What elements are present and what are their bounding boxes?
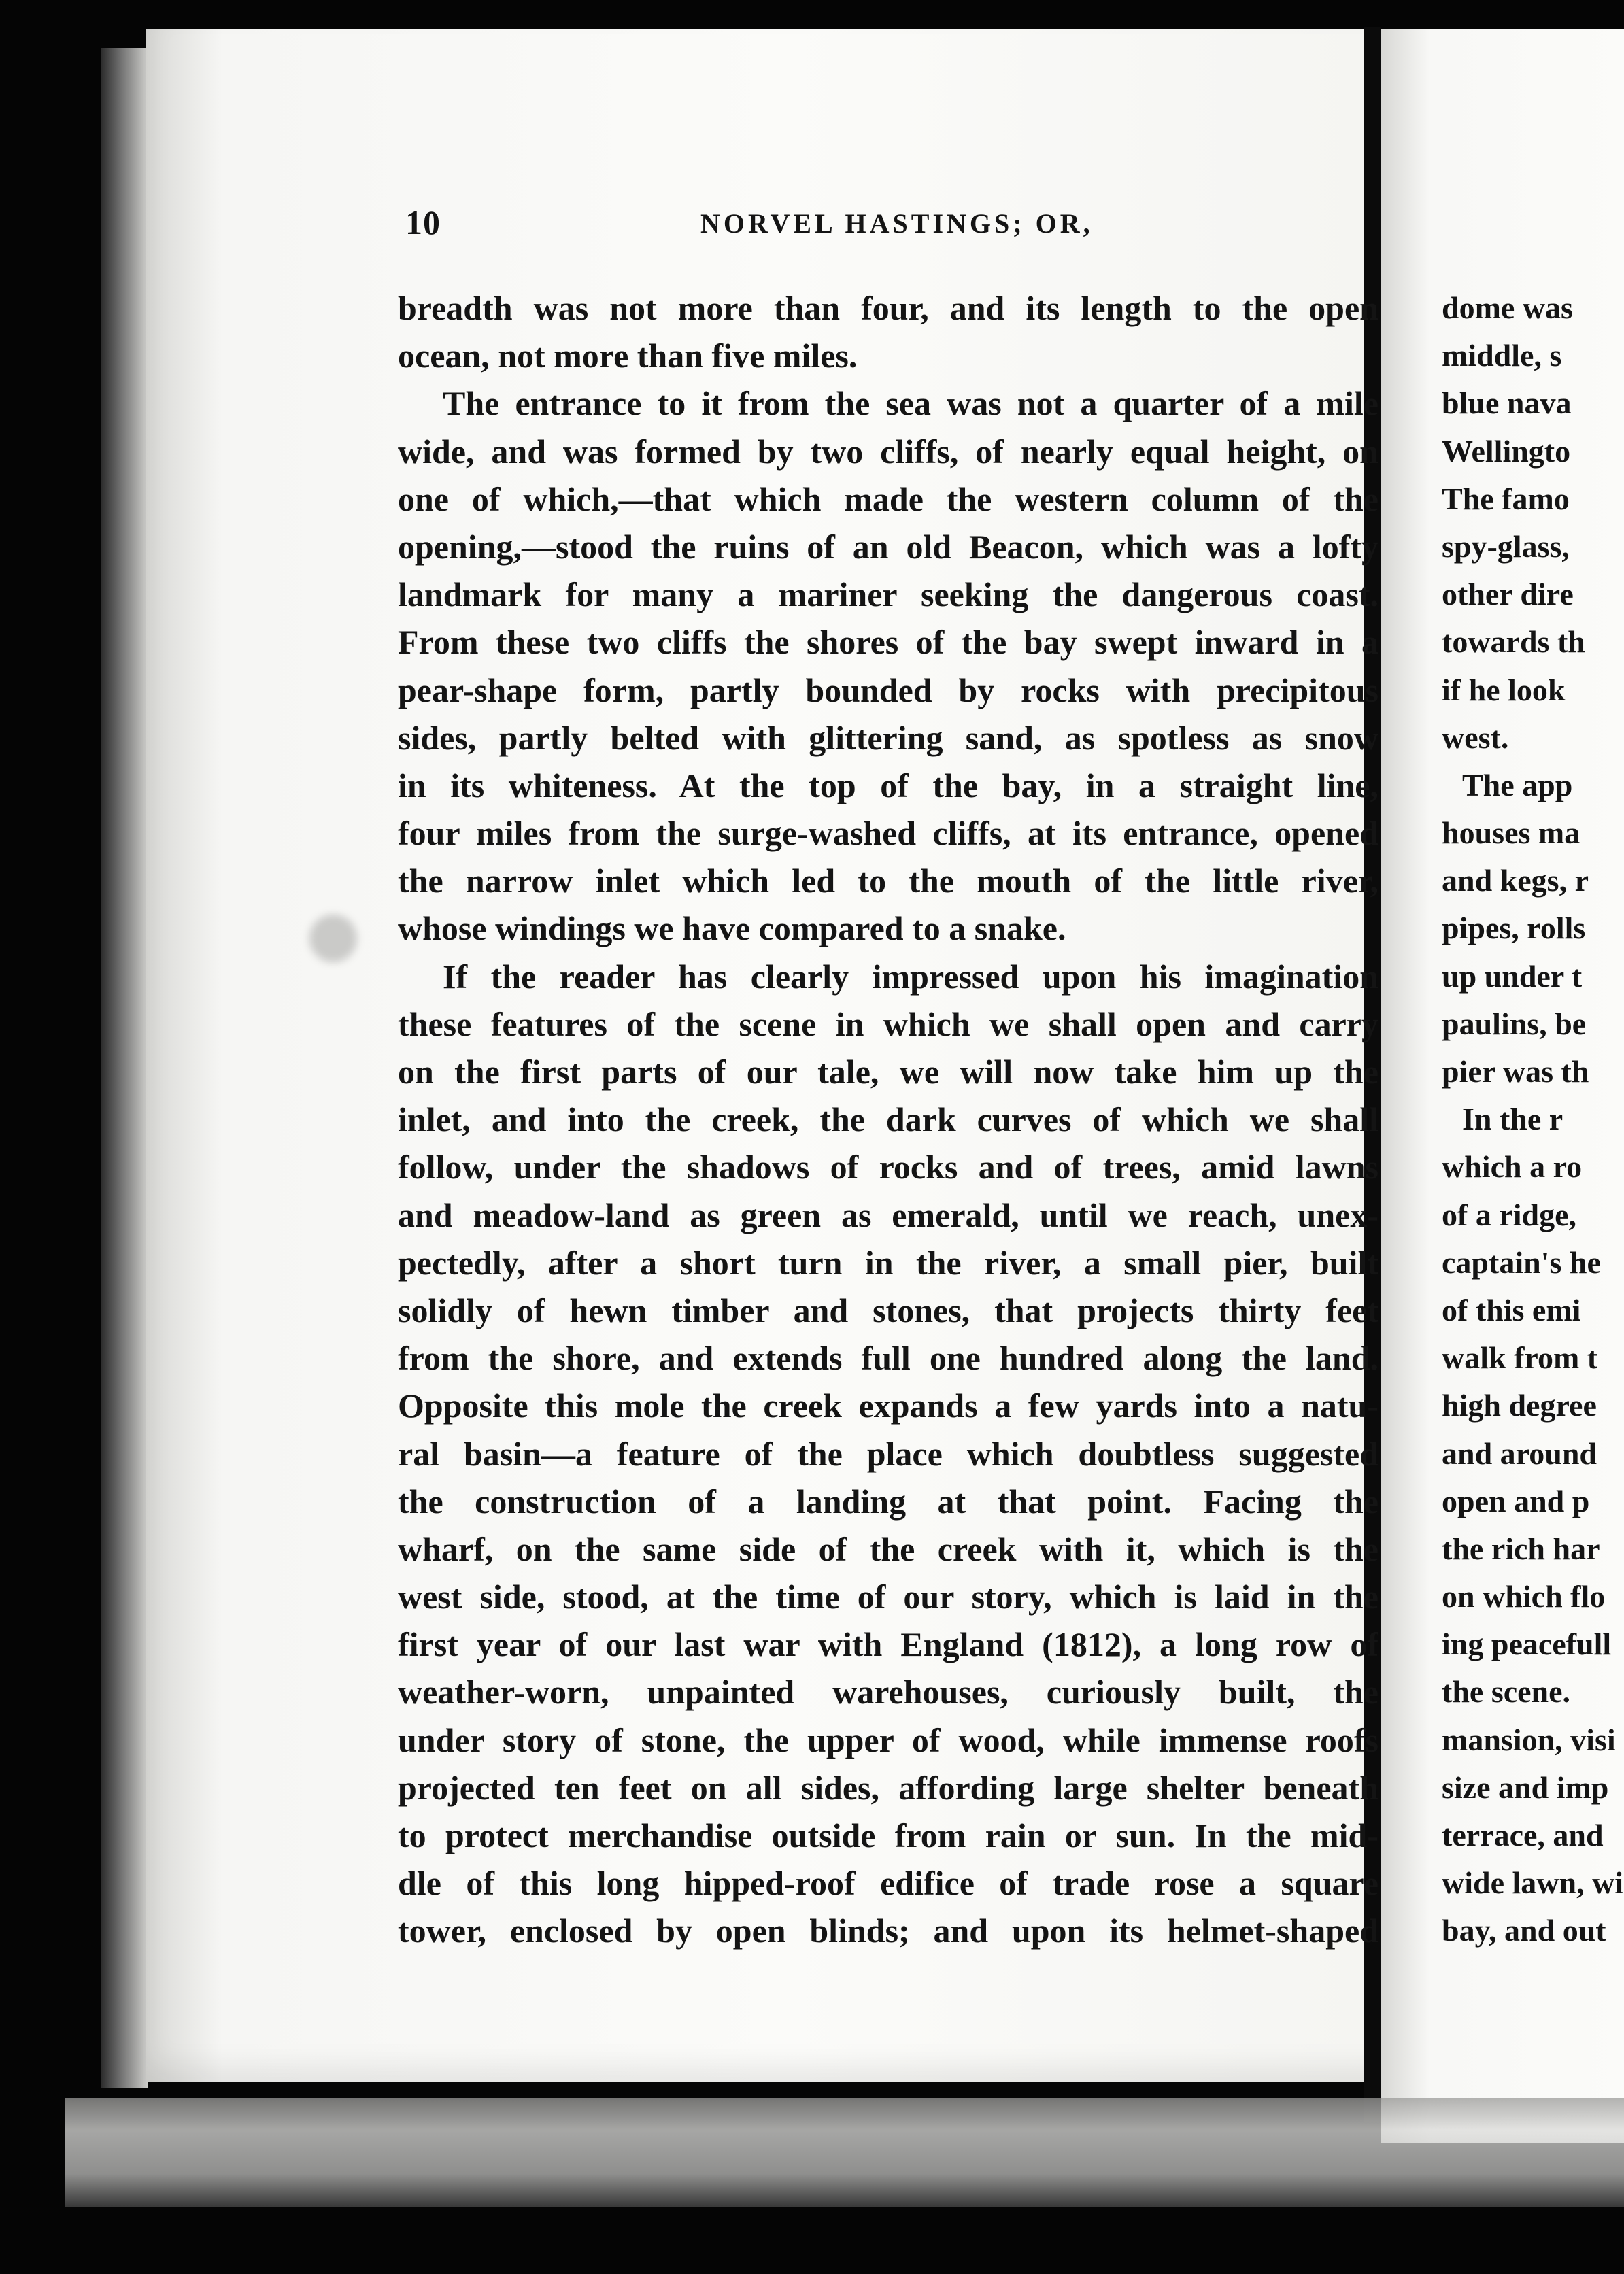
text-line: west side, stood, at the time of our story, which is laid in the	[398, 1578, 1378, 1616]
left-page-edge	[101, 48, 148, 2088]
text-line: and meadow-land as green as emerald, until we reach, unex-	[398, 1195, 1378, 1234]
text-line: high degree	[1442, 1388, 1597, 1423]
text-line: middle, s	[1442, 338, 1562, 373]
page-bottom-edge	[65, 2098, 1624, 2207]
text-line: dle of this long hipped-roof edifice of trade rose a square	[398, 1864, 1378, 1903]
text-line: paulins, be	[1442, 1006, 1587, 1041]
text-line: landmark for many a mariner seeking the dangerous coast.	[398, 575, 1378, 614]
text-line: The entrance to it from the sea was not a quarter of a mile	[443, 384, 1378, 423]
text-line: spy-glass,	[1442, 528, 1570, 564]
text-line: pectedly, after a short turn in the river, a small pier, built	[398, 1243, 1378, 1282]
text-line: from the shore, and extends full one hundred along the land.	[398, 1339, 1378, 1378]
text-line: pipes, rolls	[1442, 911, 1586, 946]
left-page-body-text	[398, 284, 1378, 1955]
running-head: NORVEL HASTINGS; OR,	[700, 208, 1094, 239]
text-line: tower, enclosed by open blinds; and upon its helmet-shaped	[398, 1912, 1378, 1950]
text-line: wharf, on the same side of the creek with it, which is the	[398, 1529, 1378, 1568]
text-line: projected ten feet on all sides, affording large shelter beneath	[398, 1768, 1378, 1807]
text-line: follow, under the shadows of rocks and of trees, amid lawns	[398, 1148, 1378, 1187]
text-line: weather-worn, unpainted warehouses, curiously built, the	[398, 1673, 1378, 1712]
text-line: the scene.	[1442, 1674, 1571, 1710]
text-line: in its whiteness. At the top of the bay, in a straight line,	[398, 766, 1378, 804]
text-line: up under t	[1442, 958, 1583, 994]
text-line: walk from t	[1442, 1340, 1598, 1376]
text-line: In the r	[1462, 1102, 1563, 1137]
ink-smudge	[309, 915, 357, 962]
text-line: other dire	[1442, 577, 1574, 612]
text-line: breadth was not more than four, and its length to the open	[398, 289, 1378, 327]
text-line: pear-shape form, partly bounded by rocks with precipitous	[398, 671, 1378, 709]
text-line: wide lawn, wi	[1442, 1865, 1624, 1901]
right-page-body-text	[1442, 284, 1624, 1955]
text-line: The app	[1462, 767, 1573, 802]
text-line: first year of our last war with England (1812), a long row of	[398, 1625, 1378, 1664]
text-line: bay, and out	[1442, 1913, 1606, 1948]
page-number: 10	[405, 203, 441, 241]
text-line: whose windings we have compared to a snake.	[398, 909, 1066, 948]
text-line: the narrow inlet which led to the mouth of the little river,	[398, 862, 1378, 900]
text-line: of a ridge,	[1442, 1197, 1577, 1232]
text-line: If the reader has clearly impressed upon his imagination	[443, 957, 1378, 996]
text-line: solidly of hewn timber and stones, that projects thirty feet	[398, 1291, 1378, 1329]
text-line: blue nava	[1442, 386, 1572, 421]
text-line: these features of the scene in which we shall open and carry	[398, 1004, 1378, 1043]
text-line: which a ro	[1442, 1149, 1583, 1185]
text-line: The famo	[1442, 481, 1570, 516]
text-line: one of which,—that which made the western column of the	[398, 479, 1378, 518]
text-line: towards th	[1442, 624, 1585, 660]
text-line: on which flo	[1442, 1579, 1606, 1614]
text-line: four miles from the surge-washed cliffs, at its entrance, opened	[398, 814, 1378, 853]
text-line: ing peacefull	[1442, 1627, 1612, 1662]
text-line: of this emi	[1442, 1292, 1581, 1327]
text-line: to protect merchandise outside from rain or sun. In the mid-	[398, 1816, 1378, 1854]
text-line: inlet, and into the creek, the dark curves of which we shall	[398, 1100, 1378, 1139]
text-line: Opposite this mole the creek expands a few yards into a natu-	[398, 1387, 1378, 1425]
text-line: dome was	[1442, 290, 1573, 325]
text-line: under story of stone, the upper of wood, while immense roofs	[398, 1720, 1378, 1759]
text-line: ocean, not more than five miles.	[398, 337, 858, 375]
text-line: pier was th	[1442, 1054, 1589, 1089]
text-line: mansion, visi	[1442, 1722, 1616, 1757]
text-line: west.	[1442, 719, 1509, 755]
text-line: ral basin—a feature of the place which doubtless suggested	[398, 1434, 1378, 1473]
text-line: on the first parts of our tale, we will now take him up the	[398, 1053, 1378, 1091]
text-line: wide, and was formed by two cliffs, of nearly equal height, on	[398, 432, 1378, 471]
text-line: Wellingto	[1442, 433, 1571, 469]
text-line: opening,—stood the ruins of an old Beacon, which was a lofty	[398, 527, 1378, 566]
text-line: terrace, and	[1442, 1818, 1604, 1852]
text-line: and around	[1442, 1436, 1597, 1471]
text-line: and kegs, r	[1442, 863, 1589, 898]
text-line: open and p	[1442, 1483, 1590, 1518]
text-line: the rich har	[1442, 1531, 1600, 1566]
text-line: sides, partly belted with glittering sand, as spotless as snow	[398, 718, 1378, 757]
text-line: size and imp	[1442, 1769, 1609, 1805]
text-line: houses ma	[1442, 815, 1580, 851]
text-line: From these two cliffs the shores of the bay swept inward in a	[398, 623, 1378, 662]
text-line: captain's he	[1442, 1244, 1601, 1280]
text-line: the construction of a landing at that point. Facing the	[398, 1482, 1378, 1521]
text-line: if he look	[1442, 672, 1566, 707]
